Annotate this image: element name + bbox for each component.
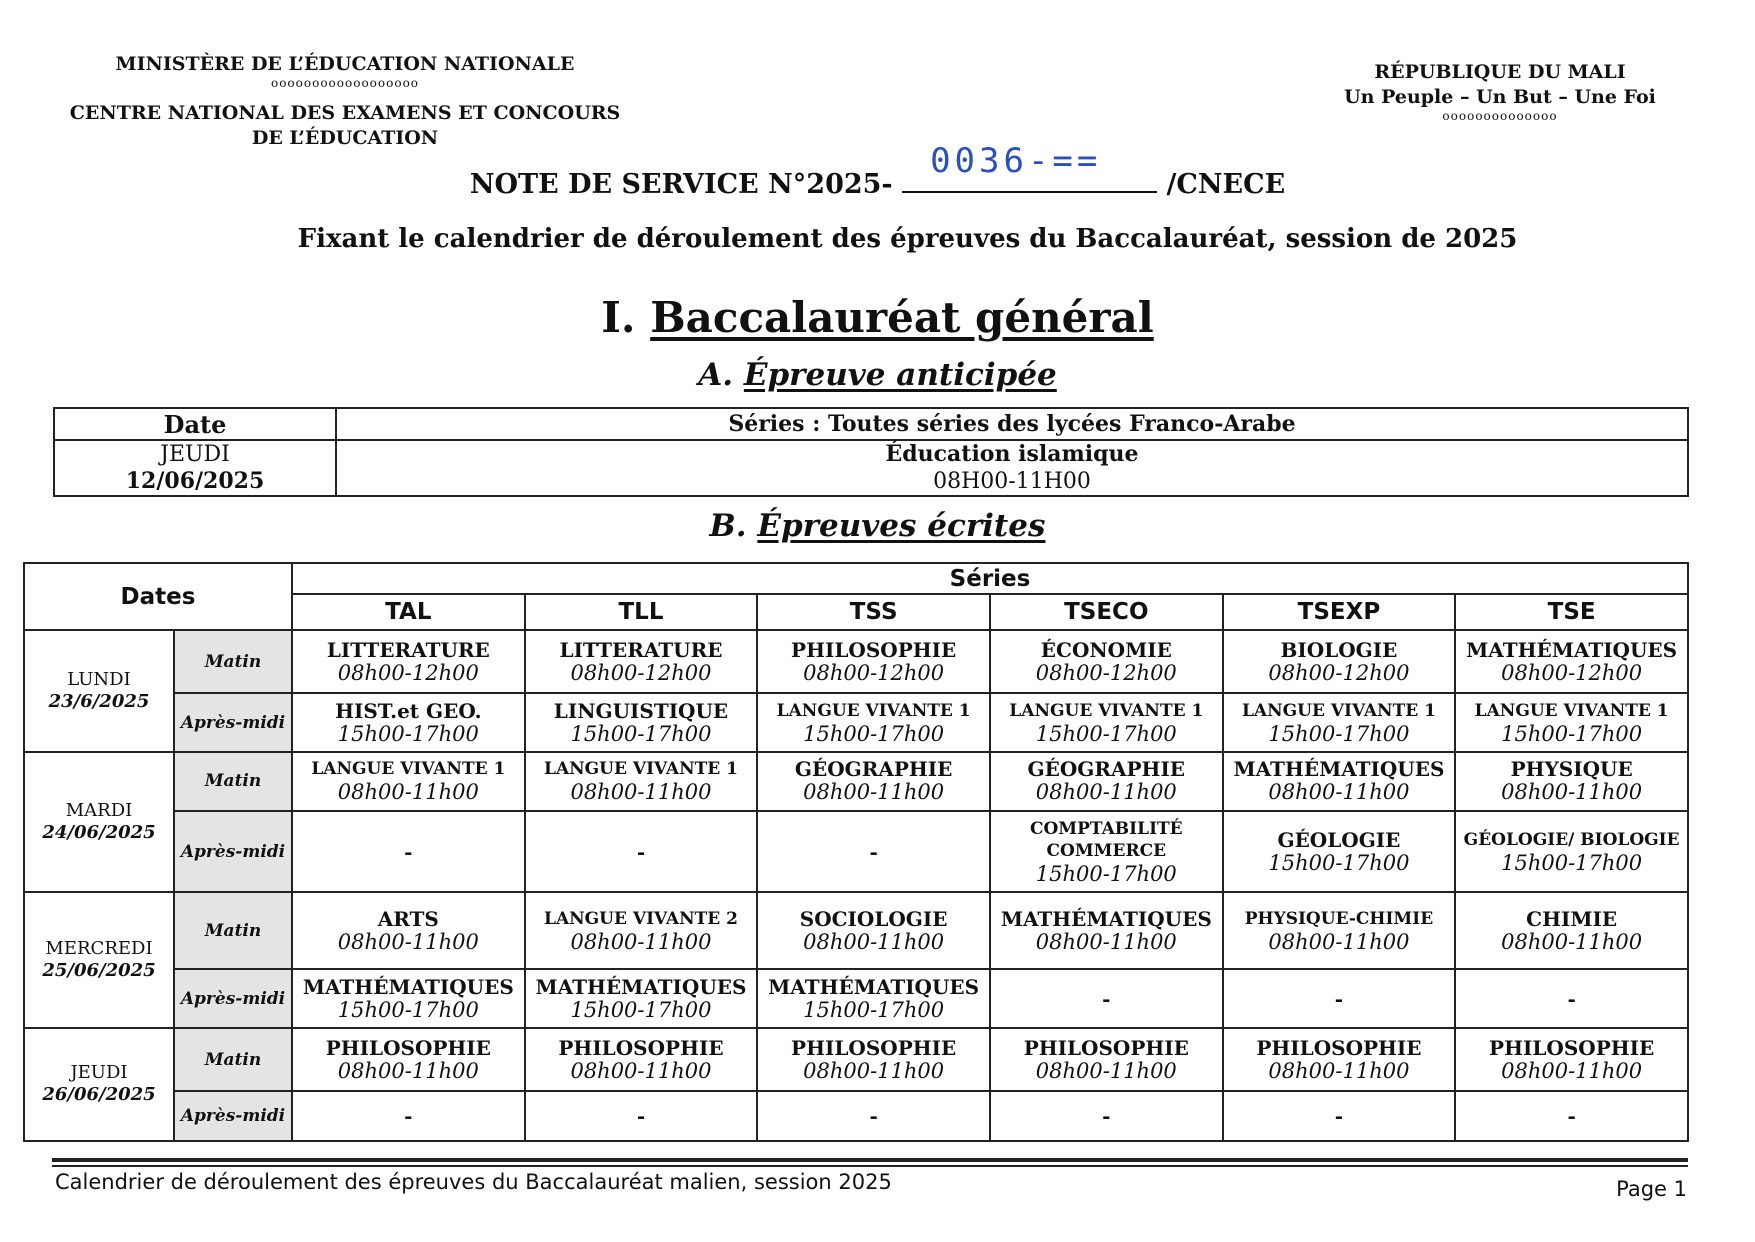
section-number: I.	[601, 293, 636, 342]
republic-name: RÉPUBLIQUE DU MALI	[1374, 61, 1626, 83]
exam-cell	[292, 892, 525, 969]
exam-time: 08h00-11h00	[337, 929, 479, 954]
exam-time: 08h00-11h00	[1035, 929, 1177, 954]
exam-cell	[1455, 969, 1688, 1028]
exam-cell	[757, 1091, 990, 1141]
day-cell	[24, 630, 174, 752]
exam-cell	[990, 811, 1223, 892]
exam-subject: LANGUE VIVANTE 1	[776, 700, 971, 721]
exam-time: 08h00-11h00	[1035, 1058, 1177, 1083]
anticipated-day: JEUDI	[160, 442, 230, 467]
col-series-header-b: Séries	[292, 563, 1688, 594]
exam-subject: -	[869, 839, 878, 864]
anticipated-subject-cell	[336, 440, 1688, 496]
exam-subject: -	[404, 1104, 413, 1129]
exam-time: 08h00-11h00	[337, 1058, 479, 1083]
col-date-header: Date	[54, 408, 336, 440]
subsection-a-letter: A.	[698, 357, 734, 393]
exam-subject: LANGUE VIVANTE 2	[543, 908, 738, 929]
exam-subject: LITTERATURE	[326, 637, 490, 662]
exam-time: 15h00-17h00	[1035, 861, 1177, 886]
note-number-blank	[902, 141, 1157, 193]
exam-time: 15h00-17h00	[570, 721, 712, 746]
exam-subject: LANGUE VIVANTE 1	[1241, 700, 1436, 721]
exam-subject: LANGUE VIVANTE 1	[311, 759, 506, 780]
schedule-row	[24, 811, 1688, 892]
written-exams-body	[24, 630, 1688, 1141]
schedule-row	[24, 969, 1688, 1028]
exam-cell	[292, 630, 525, 693]
exam-time: 08h00-12h00	[1501, 660, 1643, 685]
exam-subject: SOCIOLOGIE	[799, 906, 948, 931]
exam-cell	[525, 693, 758, 752]
slot-morning: Matin	[174, 752, 292, 811]
exam-subject: -	[1102, 1104, 1111, 1129]
exam-subject: -	[636, 1104, 646, 1129]
exam-subject: PHYSIQUE-CHIMIE	[1244, 908, 1434, 929]
exam-subject: -	[1567, 986, 1576, 1011]
exam-cell	[1223, 811, 1456, 892]
exam-subject: MATHÉMATIQUES	[535, 974, 747, 999]
note-suffix: /CNECE	[1166, 169, 1286, 200]
note-prefix: NOTE DE SERVICE N°2025-	[469, 169, 893, 200]
exam-time: 15h00-17h00	[1501, 721, 1643, 746]
exam-time: 15h00-17h00	[803, 721, 945, 746]
series-header-tseco: TSECO	[990, 594, 1223, 630]
day-name: LUNDI	[67, 669, 131, 691]
exam-subject: MATHÉMATIQUES	[1466, 637, 1678, 662]
exam-time: 08h00-11h00	[1501, 929, 1643, 954]
exam-subject: HIST.et GEO.	[335, 698, 482, 723]
exam-cell	[757, 892, 990, 969]
page-number: Page 1	[1616, 1177, 1687, 1201]
slot-afternoon: Après-midi	[174, 693, 292, 752]
exam-time: 08h00-11h00	[570, 780, 712, 805]
anticipated-time: 08H00-11H00	[933, 469, 1091, 494]
exam-subject: PHILOSOPHIE	[791, 637, 957, 662]
day-name: JEUDI	[70, 1062, 128, 1084]
exam-time: 15h00-17h00	[1268, 721, 1410, 746]
exam-subject: COMPTABILITÉ COMMERCE	[1029, 818, 1183, 861]
exam-cell	[292, 969, 525, 1028]
slot-afternoon: Après-midi	[174, 969, 292, 1028]
exam-subject: -	[636, 839, 646, 864]
section-title	[0, 293, 1755, 342]
day-cell	[24, 892, 174, 1028]
exam-cell	[990, 752, 1223, 811]
exam-cell	[1223, 1028, 1456, 1091]
exam-time: 08h00-12h00	[803, 660, 945, 685]
anticipated-subject: Éducation islamique	[885, 441, 1139, 467]
day-cell	[24, 752, 174, 892]
exam-cell	[757, 752, 990, 811]
exam-cell	[525, 1028, 758, 1091]
day-date: 24/06/2025	[42, 822, 156, 844]
exam-subject: GÉOLOGIE/ BIOLOGIE	[1463, 829, 1680, 850]
exam-time: 08h00-11h00	[1501, 780, 1643, 805]
series-header-tll: TLL	[525, 594, 758, 630]
exam-cell	[1223, 630, 1456, 693]
exam-time: 08h00-12h00	[1035, 660, 1177, 685]
exam-cell	[1455, 630, 1688, 693]
note-reference	[0, 141, 1755, 200]
exam-time: 08h00-11h00	[570, 1058, 712, 1083]
exam-time: 15h00-17h00	[803, 997, 945, 1022]
footer-rule-thin	[52, 1165, 1688, 1167]
exam-cell	[1455, 1028, 1688, 1091]
exam-subject: GÉOGRAPHIE	[794, 757, 953, 782]
day-date: 23/6/2025	[48, 691, 150, 713]
exam-cell	[1455, 892, 1688, 969]
exam-time: 08h00-11h00	[570, 929, 712, 954]
exam-subject: ÉCONOMIE	[1040, 637, 1172, 662]
footer-text: Calendrier de déroulement des épreuves du Baccalauréat malien, session 2025	[55, 1170, 892, 1194]
exam-time: 08h00-12h00	[337, 660, 479, 685]
exam-time: 08h00-11h00	[1268, 1058, 1410, 1083]
exam-subject: PHILOSOPHIE	[325, 1035, 491, 1060]
exam-time: 08h00-11h00	[803, 780, 945, 805]
note-subtitle: Fixant le calendrier de déroulement des épreuves du Baccalauréat, session de 2025	[297, 224, 1518, 254]
subsection-a-title	[0, 357, 1755, 393]
ministry-header	[55, 52, 635, 151]
exam-cell	[1455, 1091, 1688, 1141]
exam-cell	[1455, 752, 1688, 811]
exam-subject: -	[869, 1104, 878, 1129]
exam-subject: LITTERATURE	[559, 637, 723, 662]
schedule-row	[24, 892, 1688, 969]
exam-time: 15h00-17h00	[1268, 850, 1410, 875]
exam-time: 08h00-12h00	[570, 660, 712, 685]
exam-cell	[1223, 752, 1456, 811]
anticipated-date-cell	[54, 440, 336, 496]
day-name: MERCREDI	[45, 938, 153, 960]
exam-cell	[525, 969, 758, 1028]
exam-cell	[1223, 969, 1456, 1028]
exam-subject: -	[1102, 986, 1111, 1011]
ministry-dots: oooooooooooooooooo	[270, 76, 420, 90]
subsection-a-name: Épreuve anticipée	[743, 357, 1057, 393]
schedule-row	[24, 630, 1688, 693]
anticipated-date: 12/06/2025	[125, 468, 265, 494]
exam-cell	[757, 1028, 990, 1091]
exam-cell	[525, 1091, 758, 1141]
subsection-b-letter: B.	[709, 508, 747, 544]
exam-subject: BIOLOGIE	[1280, 637, 1398, 662]
exam-time: 08h00-11h00	[1268, 780, 1410, 805]
exam-cell	[1223, 693, 1456, 752]
exam-cell	[757, 811, 990, 892]
exam-subject: LANGUE VIVANTE 1	[543, 759, 738, 780]
exam-subject: -	[404, 839, 413, 864]
exam-time: 15h00-17h00	[570, 997, 712, 1022]
exam-cell	[757, 630, 990, 693]
exam-cell	[1455, 693, 1688, 752]
exam-cell	[990, 1028, 1223, 1091]
exam-time: 08h00-11h00	[803, 929, 945, 954]
day-name: MARDI	[65, 800, 133, 822]
day-cell	[24, 1028, 174, 1141]
series-header-tse: TSE	[1455, 594, 1688, 630]
subsection-b-name: Épreuves écrites	[757, 508, 1046, 544]
slot-morning: Matin	[174, 1028, 292, 1091]
exam-subject: PHILOSOPHIE	[1023, 1035, 1189, 1060]
slot-morning: Matin	[174, 892, 292, 969]
schedule-row	[24, 1028, 1688, 1091]
exam-time: 15h00-17h00	[1035, 721, 1177, 746]
exam-subject: PHILOSOPHIE	[791, 1035, 957, 1060]
written-exams-table	[23, 562, 1689, 1142]
exam-time: 08h00-11h00	[1268, 929, 1410, 954]
schedule-row	[24, 1091, 1688, 1141]
exam-time: 15h00-17h00	[337, 997, 479, 1022]
exam-subject: -	[1334, 1104, 1344, 1129]
exam-cell	[292, 1028, 525, 1091]
motto-dots: oooooooooooooo	[1442, 109, 1558, 123]
anticipated-exam-table	[53, 407, 1689, 497]
exam-subject: MATHÉMATIQUES	[302, 974, 514, 999]
exam-subject: MATHÉMATIQUES	[1000, 906, 1212, 931]
exam-cell	[525, 892, 758, 969]
exam-time: 08h00-11h00	[1035, 780, 1177, 805]
col-dates-header: Dates	[24, 563, 292, 630]
handwritten-number: 0036-==	[930, 141, 1102, 181]
exam-cell	[757, 693, 990, 752]
exam-cell	[990, 1091, 1223, 1141]
exam-subject: LINGUISTIQUE	[553, 698, 729, 723]
exam-subject: PHILOSOPHIE	[1256, 1035, 1422, 1060]
exam-time: 08h00-12h00	[1268, 660, 1410, 685]
schedule-row	[24, 693, 1688, 752]
exam-time: 15h00-17h00	[337, 721, 479, 746]
exam-subject: MATHÉMATIQUES	[1233, 757, 1445, 782]
series-header-tss: TSS	[757, 594, 990, 630]
footer-rule-thick	[52, 1158, 1688, 1162]
republic-header	[1290, 60, 1710, 122]
exam-cell	[525, 811, 758, 892]
exam-cell	[757, 969, 990, 1028]
exam-time: 15h00-17h00	[1501, 850, 1643, 875]
ministry-name: MINISTÈRE DE L’ÉDUCATION NATIONALE	[115, 53, 575, 75]
republic-motto: Un Peuple – Un But – Une Foi	[1344, 86, 1656, 108]
exam-subject: CHIMIE	[1526, 906, 1618, 931]
slot-morning: Matin	[174, 630, 292, 693]
exam-cell	[1223, 1091, 1456, 1141]
exam-cell	[292, 752, 525, 811]
exam-subject: LANGUE VIVANTE 1	[1009, 700, 1204, 721]
exam-cell	[990, 630, 1223, 693]
exam-subject: GÉOLOGIE	[1277, 827, 1401, 852]
exam-cell	[292, 1091, 525, 1141]
exam-subject: PHILOSOPHIE	[558, 1035, 724, 1060]
section-name: Baccalauréat général	[650, 293, 1154, 342]
exam-subject: PHYSIQUE	[1510, 757, 1633, 782]
exam-cell	[990, 969, 1223, 1028]
slot-afternoon: Après-midi	[174, 811, 292, 892]
subsection-b-title	[0, 508, 1755, 544]
exam-subject: LANGUE VIVANTE 1	[1474, 700, 1669, 721]
exam-subject: ARTS	[377, 906, 439, 931]
exam-cell	[1223, 892, 1456, 969]
series-header-tal: TAL	[292, 594, 525, 630]
series-header-tsexp: TSEXP	[1223, 594, 1456, 630]
exam-subject: PHILOSOPHIE	[1489, 1035, 1655, 1060]
day-date: 25/06/2025	[42, 960, 156, 982]
exam-cell	[292, 811, 525, 892]
exam-cell	[525, 630, 758, 693]
slot-afternoon: Après-midi	[174, 1091, 292, 1141]
exam-cell	[990, 693, 1223, 752]
exam-cell	[292, 693, 525, 752]
center-line1: CENTRE NATIONAL DES EXAMENS ET CONCOURS	[69, 102, 621, 124]
exam-cell	[525, 752, 758, 811]
exam-subject: -	[1567, 1104, 1576, 1129]
exam-time: 08h00-11h00	[1501, 1058, 1643, 1083]
exam-subject: MATHÉMATIQUES	[768, 974, 980, 999]
exam-cell	[990, 892, 1223, 969]
center-line2: DE L’ÉDUCATION	[251, 127, 439, 149]
day-date: 26/06/2025	[42, 1084, 156, 1106]
exam-time: 08h00-11h00	[803, 1058, 945, 1083]
col-series-header: Séries : Toutes séries des lycées Franco-Arabe	[336, 408, 1688, 440]
exam-time: 08h00-11h00	[337, 780, 479, 805]
exam-cell	[1455, 811, 1688, 892]
schedule-row	[24, 752, 1688, 811]
exam-subject: -	[1334, 986, 1344, 1011]
exam-subject: GÉOGRAPHIE	[1027, 757, 1186, 782]
